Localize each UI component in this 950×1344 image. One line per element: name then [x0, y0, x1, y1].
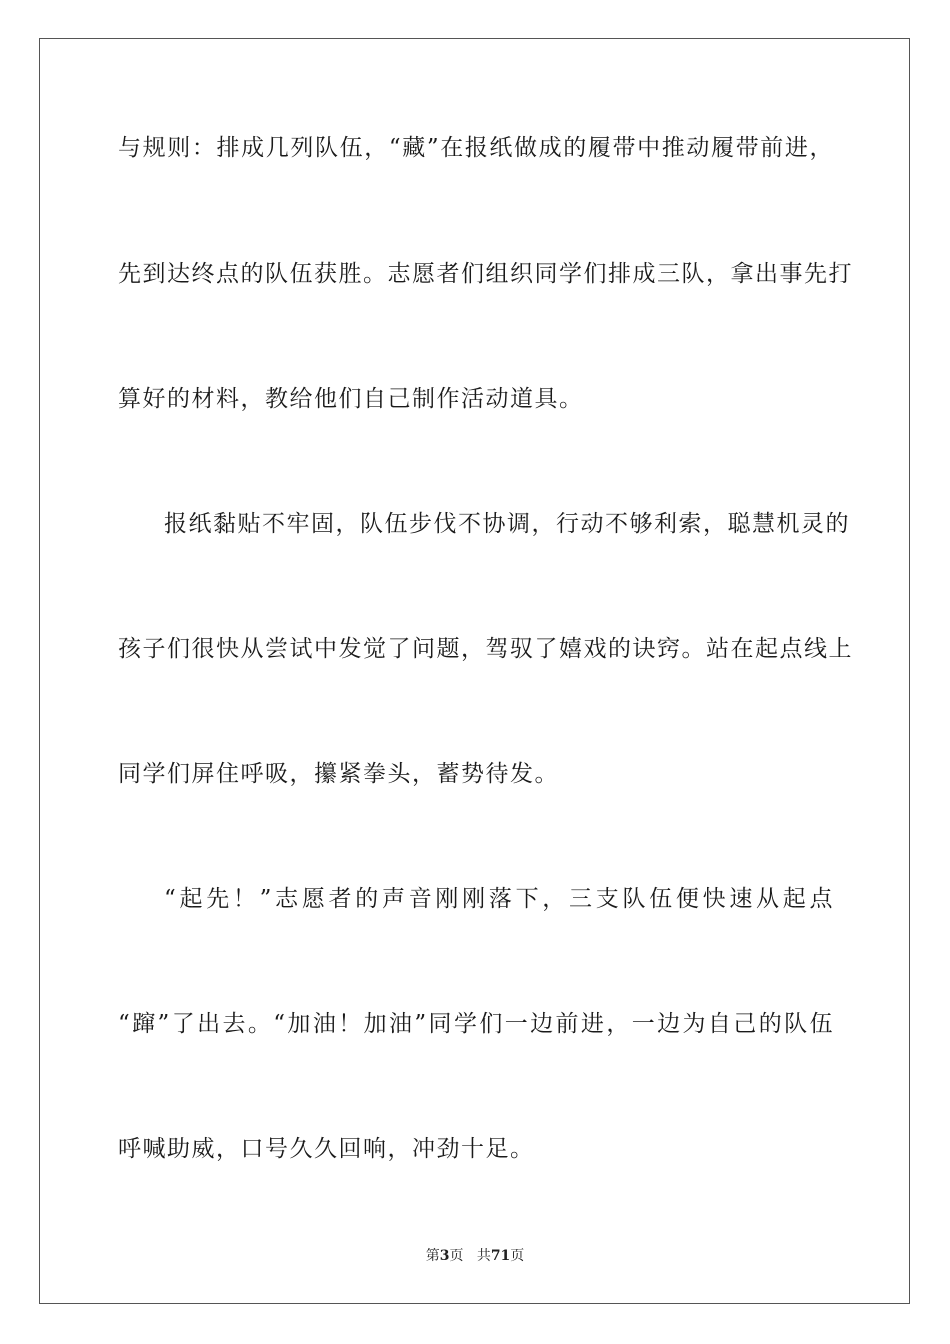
- text-line: 同学们屏住呼吸，攥紧拳头，蓄势待发。: [118, 761, 559, 787]
- footer-total-suffix: 页: [510, 1248, 525, 1264]
- page-footer: [0, 1246, 950, 1266]
- text-line: 报纸黏贴不牢固，队伍步伐不协调，行动不够利索，聪慧机灵的: [164, 511, 850, 537]
- page-border: [39, 38, 910, 1304]
- footer-page-number: 3: [439, 1248, 450, 1264]
- text-line: “起先！”志愿者的声音刚刚落下，三支队伍便快速从起点: [164, 886, 834, 912]
- text-line: “蹿”了出去。“加油！加油”同学们一边前进，一边为自己的队伍: [118, 1011, 834, 1037]
- text-line: 呼喊助威，口号久久回响，冲劲十足。: [118, 1136, 535, 1162]
- text-line: 与规则：排成几列队伍，“藏”在报纸做成的履带中推动履带前进，: [118, 135, 834, 161]
- footer-total-number: 71: [490, 1248, 511, 1264]
- footer-page-suffix: 页: [449, 1248, 464, 1264]
- text-line: 先到达终点的队伍获胜。志愿者们组织同学们排成三队，拿出事先打: [118, 261, 853, 287]
- footer-page-prefix: 第: [425, 1248, 440, 1264]
- text-line: 算好的材料，教给他们自己制作活动道具。: [118, 386, 584, 412]
- text-line: 孩子们很快从尝试中发觉了问题，驾驭了嬉戏的诀窍。站在起点线上: [118, 636, 853, 662]
- footer-total-prefix: 共: [476, 1248, 491, 1264]
